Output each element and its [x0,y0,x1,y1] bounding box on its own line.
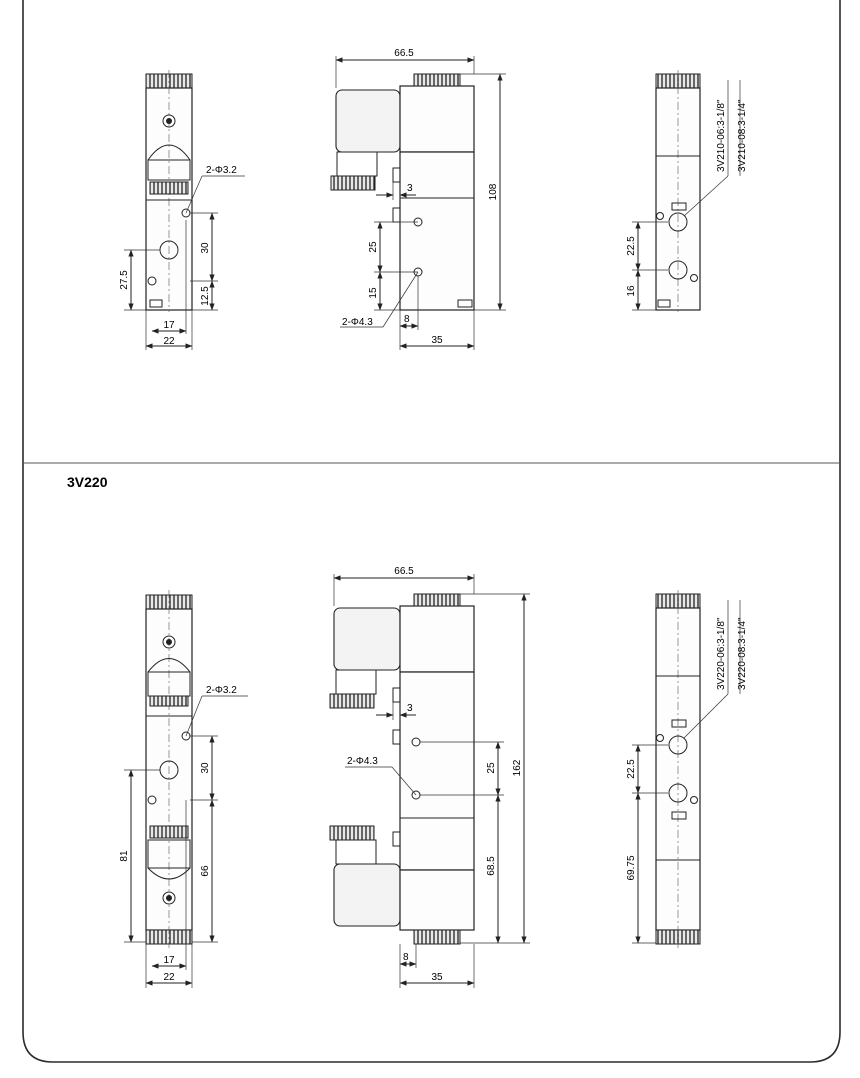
dim-8: 8 [403,952,409,963]
dim-30: 30 [200,242,211,254]
dim-66: 66 [200,865,211,877]
dim-22-5: 22.5 [626,236,637,256]
section-title: 3V220 [67,474,108,490]
hole-label-mount: 2-Φ4.3 [342,317,373,328]
hole-label-small: 2-Φ3.2 [206,165,237,176]
dim-22: 22 [163,336,175,347]
dim-68-5: 68.5 [486,856,497,876]
dim-30: 30 [200,762,211,774]
dim-22: 22 [163,972,175,983]
section-3v220 [67,474,748,988]
front-view-3v210 [119,70,245,350]
dim-17: 17 [163,320,175,331]
dim-108: 108 [488,183,499,201]
end-view-3v210 [626,70,748,312]
dim-35: 35 [431,335,443,346]
front-view-3v220 [119,590,248,988]
model-label-a: 3V220-06:3-1/8" [716,617,727,690]
side-view-3v220 [330,566,530,988]
dim-25: 25 [368,241,379,253]
model-label-b: 3V210-08:3-1/4" [737,99,748,172]
dim-3: 3 [407,183,413,194]
dim-162: 162 [512,759,523,777]
dim-81: 81 [119,850,130,862]
dim-25: 25 [486,762,497,774]
end-view-3v220 [626,590,748,948]
dim-17: 17 [163,955,175,966]
dim-69-75: 69.75 [626,855,637,881]
section-3v210 [119,48,748,350]
hole-label-mount: 2-Φ4.3 [347,756,378,767]
dim-16: 16 [626,285,637,297]
dim-3: 3 [407,703,413,714]
dim-66-5: 66.5 [394,566,414,577]
model-label-b: 3V220-08:3-1/4" [737,617,748,690]
dim-22-5: 22.5 [626,759,637,779]
dim-35: 35 [431,972,443,983]
hole-label-small: 2-Φ3.2 [206,685,237,696]
dim-12-5: 12.5 [200,286,211,306]
dim-66-5: 66.5 [394,48,414,59]
dim-8: 8 [404,314,410,325]
dim-27-5: 27.5 [119,270,130,290]
model-label-a: 3V210-06:3-1/8" [716,99,727,172]
side-view-3v210 [331,48,506,350]
dim-15: 15 [368,287,379,299]
